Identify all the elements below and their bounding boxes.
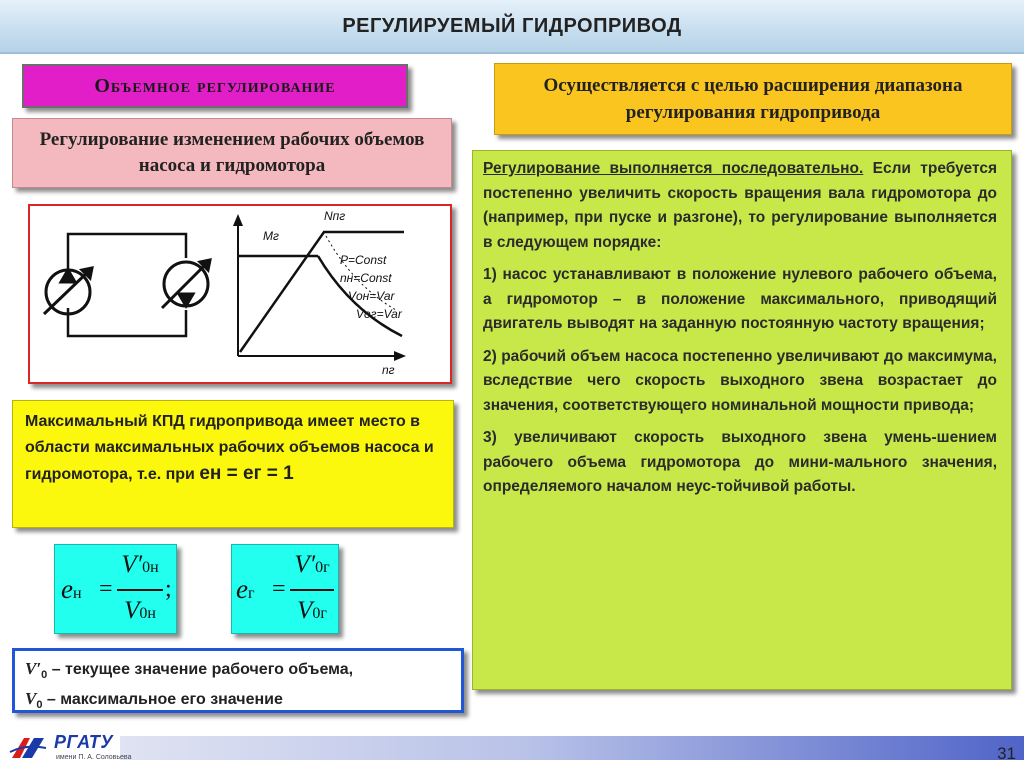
legend-nn: nн=Const bbox=[340, 271, 392, 285]
legend-line-current: $V'_0$ – текущее значение рабочего объема, bbox=[25, 659, 354, 682]
label-speed: nг bbox=[382, 363, 395, 377]
procedure-intro-rest: Если требуется постепенно увеличить скорость вращения вала гидромотора до (например, при пуске и разгоне), то регулирование выполняется в следующем порядке: bbox=[483, 160, 997, 251]
legend-p: P=Const bbox=[340, 253, 387, 267]
formula-pump bbox=[54, 544, 177, 634]
pump-icon bbox=[44, 268, 92, 314]
formula-pump-den: V0н bbox=[124, 597, 156, 624]
label-power: Nпг bbox=[324, 209, 346, 223]
x-axis-arrow-icon bbox=[394, 351, 406, 361]
formula-motor-bar bbox=[290, 589, 334, 591]
legend-von: Vон=Var bbox=[348, 289, 395, 303]
procedure-step-2: 2) рабочий объем насоса постепенно увеличивают до максимума, вследствие чего скорость выходного звена возрастает до значения, соответствующего номинальной мощности привода; bbox=[483, 347, 997, 414]
volume-legend-box bbox=[12, 648, 464, 713]
legend-vog: Vог=Var bbox=[356, 307, 402, 321]
formula-pump-bar bbox=[117, 589, 163, 591]
procedure-intro-underlined: Регулирование выполняется последовательно. bbox=[483, 160, 864, 177]
formula-pump-semicolon: ; bbox=[165, 576, 172, 602]
logo-subtext: имени П. А. Соловьева bbox=[56, 754, 132, 761]
logo-text: РГАТУ bbox=[54, 732, 114, 752]
section-title: Объемное регулирование bbox=[94, 74, 336, 97]
circuit-bottom-line bbox=[68, 308, 186, 336]
efficiency-box bbox=[12, 400, 454, 528]
efficiency-text: Максимальный КПД гидропривода имеет место в области максимальных рабочих объемов насоса и гидромотора, т.е. при bbox=[25, 413, 434, 483]
footer-bar bbox=[120, 736, 1024, 760]
purpose-box: Осуществляется с целью расширения диапазона регулирования гидропривода bbox=[494, 63, 1012, 135]
motor-icon bbox=[162, 260, 210, 308]
legend-line-max: $V_0$ – максимальное его значение bbox=[25, 689, 283, 712]
formula-motor-num: V′0г bbox=[294, 551, 330, 578]
formula-motor-lhs: eг bbox=[236, 574, 255, 604]
slide-footer bbox=[0, 728, 1024, 767]
formula-pump-lhs: eн bbox=[61, 574, 82, 604]
label-torque: Mг bbox=[263, 229, 279, 243]
formula-motor-eq: = bbox=[272, 576, 286, 602]
slide-title: РЕГУЛИРУЕМЫЙ ГИДРОПРИВОД bbox=[342, 14, 682, 37]
formula-motor-den: V0г bbox=[297, 597, 327, 624]
efficiency-condition: eн = eг = 1 bbox=[199, 463, 294, 484]
rgatu-logo-icon bbox=[8, 732, 48, 764]
procedure-intro bbox=[483, 157, 997, 255]
procedure-step-3: 3) увеличивают скорость выходного звена умень-шением рабочего объема гидромотора до мини-мального значения, определяемого началом неус-тойчивой работы. bbox=[483, 429, 997, 495]
formula-pump-eq: = bbox=[99, 576, 113, 602]
method-title-box: Регулирование изменением рабочих объемов насоса и гидромотора bbox=[12, 118, 452, 188]
formula-pump-num: V′0н bbox=[121, 551, 159, 578]
circuit-lines bbox=[68, 234, 186, 336]
slide-header bbox=[0, 0, 1024, 54]
procedure-box bbox=[472, 150, 1012, 690]
y-axis-arrow-icon bbox=[233, 214, 243, 226]
procedure-step-1: 1) насос устанавливают в положение нулевого рабочего объема, а гидромотор – в положение максимального, приводящий двигатель выводят на заданную постоянную частоту вращения; bbox=[483, 266, 997, 332]
page-number: 31 bbox=[997, 744, 1016, 763]
hydraulic-diagram bbox=[28, 204, 452, 384]
formula-motor bbox=[231, 544, 339, 634]
section-title-box bbox=[22, 64, 408, 108]
